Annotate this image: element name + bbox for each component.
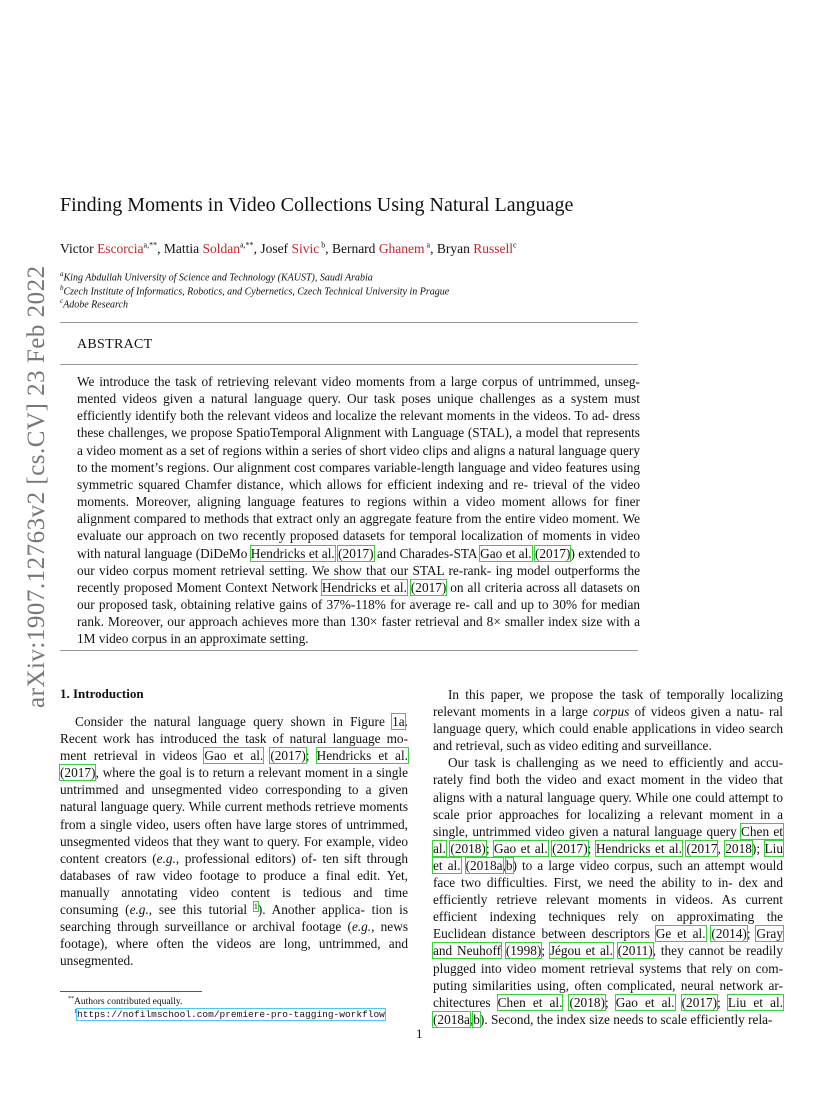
divider bbox=[60, 322, 638, 323]
figure-link[interactable]: 1a bbox=[392, 714, 405, 729]
section-heading: 1. Introduction bbox=[60, 686, 144, 701]
citation-link[interactable]: (2017 bbox=[686, 840, 718, 856]
citation-link[interactable]: (2017) bbox=[552, 840, 588, 856]
citation-link[interactable]: Hendricks et al. bbox=[321, 579, 407, 595]
citation-link[interactable]: Jégou et al. bbox=[549, 943, 613, 959]
intro-right-column bbox=[433, 686, 783, 1028]
citation-link[interactable]: (2017) bbox=[681, 994, 718, 1010]
footnote-link[interactable]: 1 bbox=[253, 901, 258, 911]
citation-link[interactable]: Chen et al. bbox=[433, 823, 783, 856]
paper-title: Finding Moments in Video Collections Using Natural Language bbox=[60, 194, 574, 216]
citation-link[interactable]: Liu et al. bbox=[727, 994, 783, 1010]
citation-link[interactable]: (2017) bbox=[60, 765, 96, 781]
citation-link[interactable]: b bbox=[505, 857, 513, 873]
citation-link[interactable]: Gao et al. bbox=[204, 748, 264, 764]
arxiv-sidebar-stamp: arXiv:1907.12763v2 [cs.CV] 23 Feb 2022 bbox=[23, 265, 50, 708]
abstract-body: We introduce the task of retrieving relevant video moments from a large corpus of untrimmed, unseg- mented videos given a natural language query. Our task poses unique challenges as a system must efficiently identify both the relevant videos and localize the relevant moments in the videos. To ad- dress these challenges, we propose SpatioTemporal Alignment with Language (STAL), a model that represents a video moment as a set of regions within a series of short video clips and aligns a natural language query to the moment’s regions. Our alignment cost compares variable-length language and video features using symmetric squared Chamfer distance, which allows for efficient indexing and re- trieval of the video moments. Moreover, aligning language features to regions within a video moment allows for finer alignment compared to methods that extract only an aggregate feature from the entire video moment. We evaluate our approach on two recently proposed datasets for temporal localization of moments in video with natural language (DiDeMo Hendricks et al. (2017) and Charades-STA Gao et al. (2017)) extended to our video corpus moment retrieval setting. We show that our STAL re-rank- ing model outperforms the recently proposed Moment Context Network Hendricks et al. (2017) on all criteria across all datasets on our proposed task, obtaining relative gains of 37%-118% for average re- call and up to 30% for median rank. Moreover, our approach achieves more than 130× faster retrieval and 8× smaller index size with a 1M video corpus in an approximate setting. bbox=[77, 374, 640, 647]
citation-link[interactable]: Liu et al. bbox=[433, 840, 783, 873]
citation-link[interactable]: Hendricks et al. bbox=[250, 545, 335, 561]
footnote-url-link[interactable]: https://nofilmschool.com/premiere-pro-tagging-workflow bbox=[77, 1009, 385, 1021]
abstract-heading: ABSTRACT bbox=[77, 337, 153, 352]
intro-left-column bbox=[60, 713, 408, 969]
footnote: **Authors contributed equally. bbox=[68, 996, 183, 1008]
citation-link[interactable]: Ge et al. bbox=[655, 926, 706, 942]
author: Josef Sivic $^b$, bbox=[260, 240, 332, 256]
citation-link[interactable]: (2011) bbox=[617, 943, 653, 959]
citation-link[interactable]: Gao et al. bbox=[615, 994, 675, 1010]
citation-link[interactable]: (2017) bbox=[410, 579, 447, 595]
author: Bernard Ghanem $^a$, bbox=[331, 240, 437, 256]
citation-link[interactable]: (2014) bbox=[711, 926, 747, 942]
divider bbox=[60, 364, 638, 365]
paragraph: Our task is challenging as we need to efficiently and accu- rately find both the video and exact moment in the video that aligns with a natural language query. While one could attempt to scale prior approaches for localizing a relevant moment in a single, untrimmed video given a natural language query Chen et al. (2018); Gao et al. (2017); Hendricks et al. (2017, 2018); Liu et al. (2018a,b) to a large video corpus, such an attempt would face two difficulties. First, we need the ability to in- dex and efficiently retrieve relevant moments in videos. As current efficient indexing techniques rely on approximating the Euclidean distance between descriptors Ge et al. (2014); Gray and Neuhoff (1998); Jégou et al. (2011), they cannot be readily plugged into video moment retrieval systems that rely on com- puting similarities using, often complicated, neural network ar- chitectures Chen et al. (2018); Gao et al. (2017); Liu et al. (2018a,b). Second, the index size needs to scale efficiently rela- bbox=[433, 755, 784, 1027]
paragraph: Consider the natural language query shown in Figure 1a. Recent work has introduced the task of natural language mo- ment retrieval in videos Gao et al. (2017); Hendricks et al. (2017), where the goal is to return a relevant moment in a single untrimmed and unsegmented video corresponding to a given natural language query. While current methods retrieve moments from a single video, users often have large stores of untrimmed, unsegmented videos that they want to query. For example, video content creators (e.g., professional editors) of- ten sift through databases of raw video footage to produce a final edit. Yet, manually annotating video content is tedious and time consuming (e.g., see this tutorial $^1$). Another applica- tion is searching through surveillance or archival footage (e.g., news footage), where often the videos are long, untrimmed, and unsegmented. bbox=[60, 714, 409, 969]
citation-link[interactable]: (2018) bbox=[450, 840, 486, 856]
citation-link[interactable]: Gao et al. bbox=[494, 840, 548, 856]
citation-link[interactable]: Hendricks et al. bbox=[595, 840, 682, 856]
author: Mattia Soldan$^{a,**}$, bbox=[163, 240, 261, 256]
citation-link[interactable]: (2017) bbox=[534, 545, 571, 561]
divider bbox=[60, 650, 638, 651]
author: Victor Escorcia$^{a,**}$, bbox=[60, 240, 164, 256]
citation-link[interactable]: (2017) bbox=[338, 545, 374, 561]
footnote: $^1$https://nofilmschool.com/premiere-pro-tagging-workflow bbox=[74, 1009, 385, 1021]
citation-link[interactable]: (1998) bbox=[505, 943, 542, 959]
citation-link[interactable]: Hendricks et al. bbox=[316, 748, 408, 764]
page-number: 1 bbox=[416, 1026, 423, 1041]
affiliation: $^a$King Abdullah University of Science and Technology (KAUST), Saudi Arabia bbox=[60, 270, 373, 284]
affiliation: $^b$Czech Institute of Informatics, Robotics, and Cybernetics, Czech Technical University in Prague bbox=[60, 284, 450, 298]
author-list bbox=[60, 240, 517, 257]
affiliation: $^c$Adobe Research bbox=[60, 297, 128, 311]
paragraph: In this paper, we propose the task of temporally localizing relevant moments in a large corpus of videos given a natu- ral language query, which could enable applications in video search and retrieval, such as video editing and surveillance. bbox=[433, 687, 783, 754]
citation-link[interactable]: (2017) bbox=[270, 748, 306, 764]
citation-link[interactable]: Gao et al. bbox=[480, 545, 532, 561]
citation-link[interactable]: 2018 bbox=[725, 840, 752, 856]
author: Bryan Russell$^c$ bbox=[436, 240, 517, 256]
citation-link[interactable]: (2018a bbox=[465, 857, 503, 873]
citation-link[interactable]: Gray and Neuhoff bbox=[433, 926, 783, 959]
citation-link[interactable]: Chen et al. bbox=[497, 994, 563, 1010]
citation-link[interactable]: (2018) bbox=[569, 994, 605, 1010]
citation-link[interactable]: b bbox=[473, 1011, 480, 1027]
footnote-divider bbox=[60, 991, 202, 992]
citation-link[interactable]: (2018a bbox=[433, 1011, 470, 1027]
